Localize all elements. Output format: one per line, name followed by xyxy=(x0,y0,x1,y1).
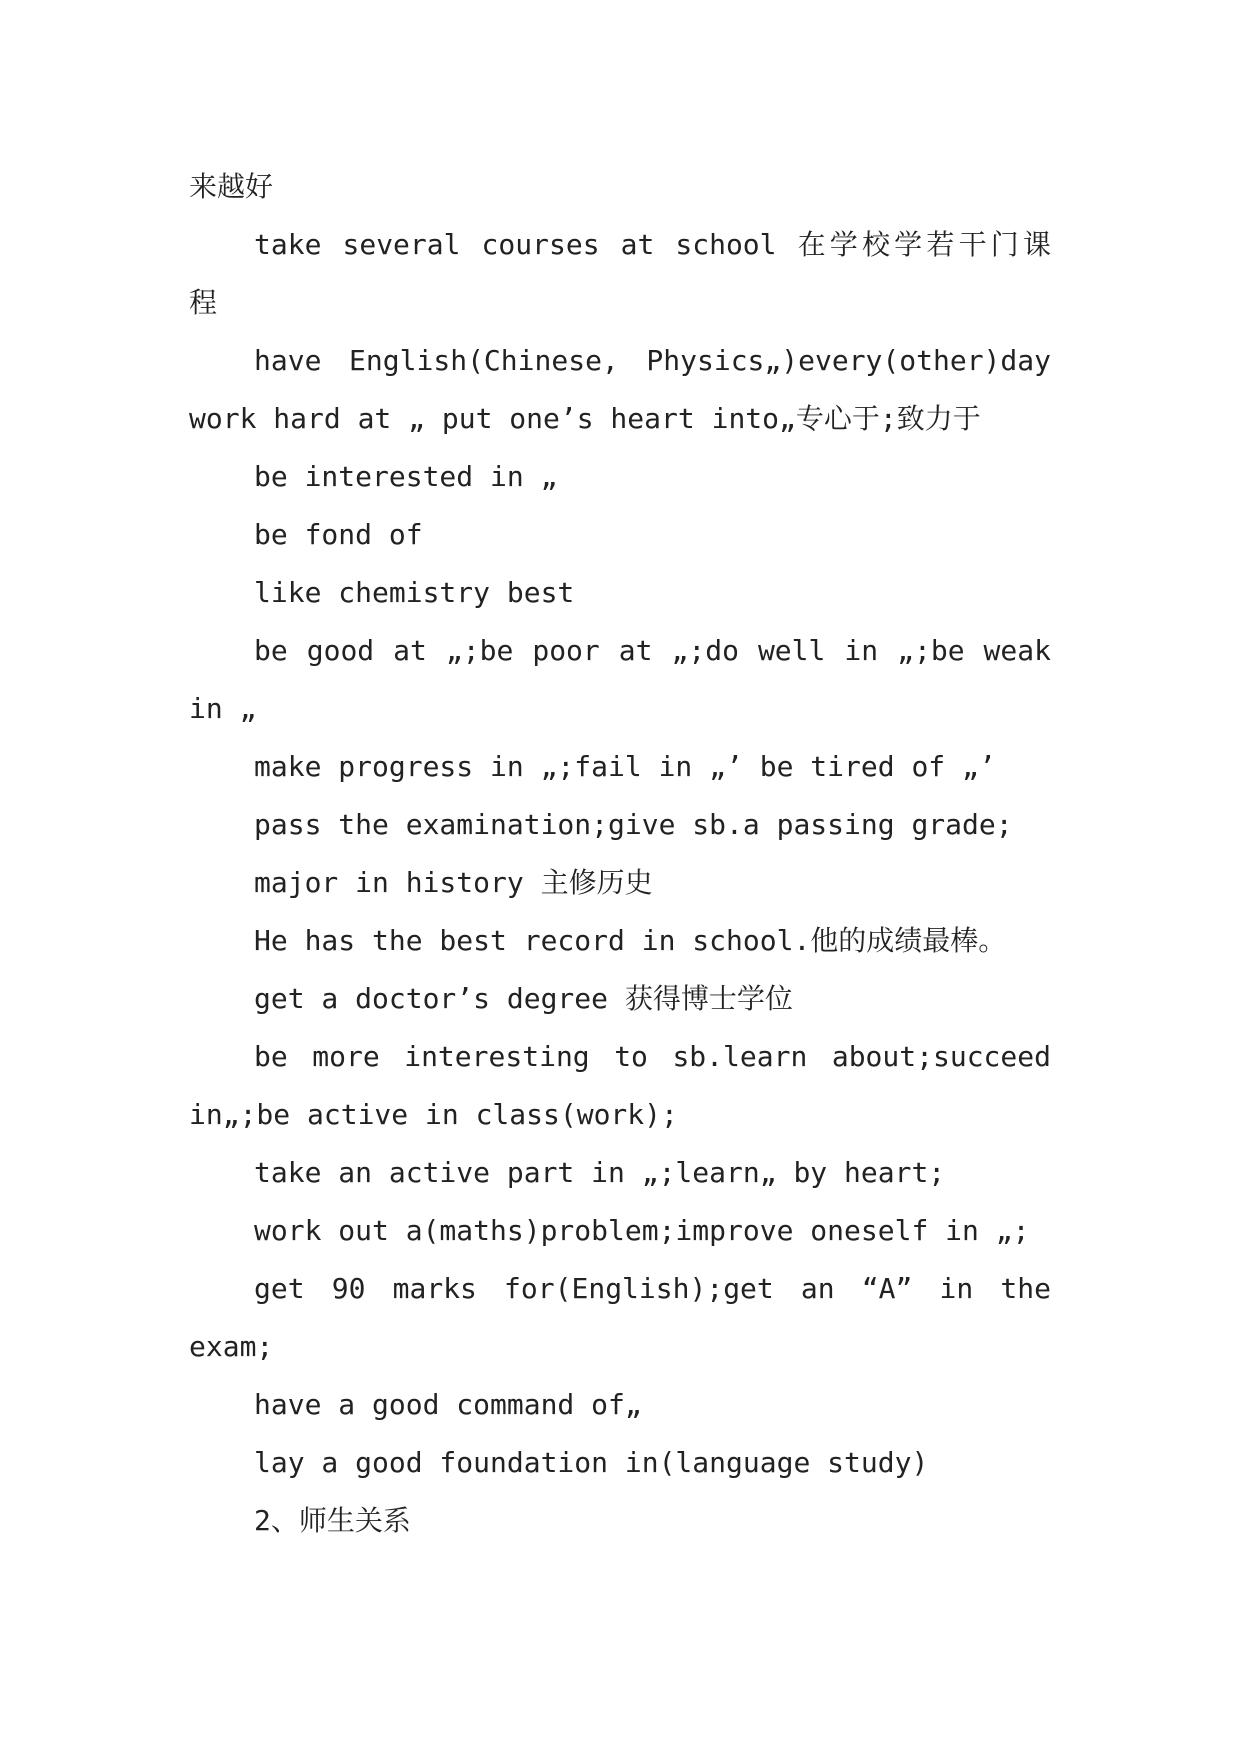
text-line: like chemistry best xyxy=(254,576,575,609)
text-line: be fond of xyxy=(254,518,423,551)
text-line: 程 xyxy=(189,286,218,319)
text-line: pass the examination;give sb.a passing grade; xyxy=(254,808,1013,841)
text-line: be good at „;be poor at „;do well in „;be weak xyxy=(254,634,1051,667)
text-line: make progress in „;fail in „’ be tired of „’ xyxy=(254,750,996,783)
text-line: major in history 主修历史 xyxy=(254,866,653,899)
document-body xyxy=(189,158,1051,1550)
text-line: in„;be active in class(work); xyxy=(189,1098,678,1131)
text-line: lay a good foundation in(language study) xyxy=(254,1446,929,1479)
text-line: exam; xyxy=(189,1330,274,1363)
text-line: He has the best record in school.他的成绩最棒。 xyxy=(254,924,1007,957)
text-line: 来越好 xyxy=(189,170,274,203)
text-line: work out a(maths)problem;improve oneself in „; xyxy=(254,1214,1030,1247)
text-line: be interested in „ xyxy=(254,460,558,493)
text-line: take several courses at school 在学校学若干门课 xyxy=(254,228,1051,261)
text-line: have a good command of„ xyxy=(254,1388,642,1421)
text-line: have English(Chinese, Physics„)every(other)day xyxy=(254,344,1051,377)
text-line: take an active part in „;learn„ by heart; xyxy=(254,1156,946,1189)
text-line: work hard at „ put one’s heart into„专心于;致力于 xyxy=(189,402,981,435)
text-line: get 90 marks for(English);get an “A” in the xyxy=(254,1272,1051,1305)
text-line: be more interesting to sb.learn about;succeed xyxy=(254,1040,1051,1073)
text-line: get a doctor’s degree 获得博士学位 xyxy=(254,982,793,1015)
text-line: in „ xyxy=(189,692,257,725)
text-line: 2、师生关系 xyxy=(254,1504,411,1537)
